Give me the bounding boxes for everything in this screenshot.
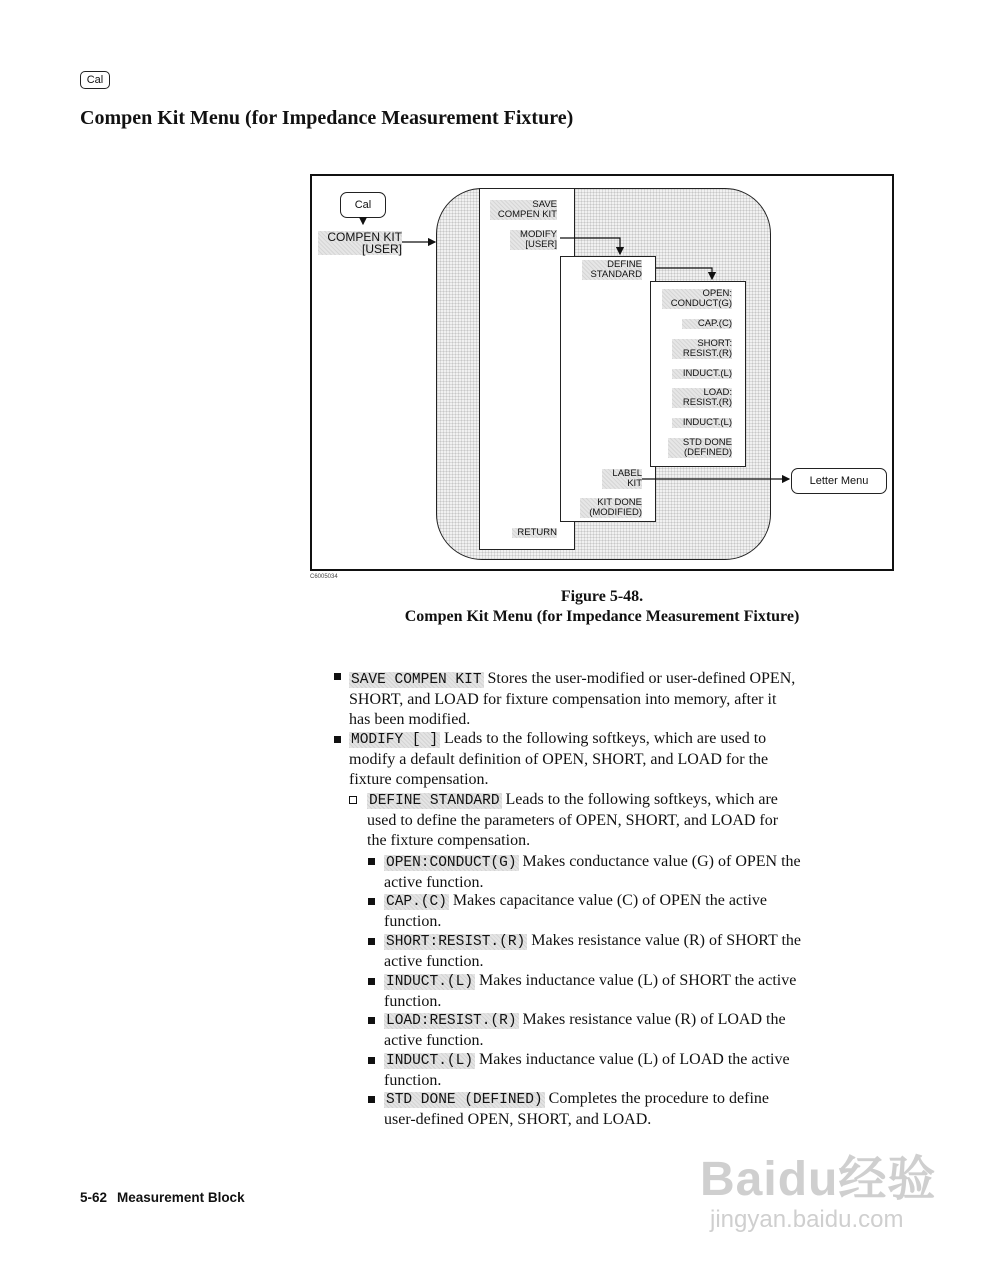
bullet-icon	[368, 1096, 375, 1103]
item-text-cont: the fixture compensation.	[367, 832, 531, 849]
page-number: 5-62	[80, 1190, 108, 1205]
item-load-resist	[384, 1010, 874, 1051]
item-text: Leads to the following softkeys, which are	[505, 791, 778, 808]
item-text-cont: function.	[384, 913, 442, 930]
item-text-cont: SHORT, and LOAD for fixture compensation into memory, after it	[349, 691, 777, 708]
item-text-cont: function.	[384, 993, 442, 1010]
item-text: Makes resistance value (R) of SHORT the	[531, 932, 802, 949]
menu-diagram	[310, 174, 894, 571]
softkey-induct-load: INDUCT.(L)	[672, 418, 732, 428]
softkey-label: SAVE COMPEN KIT	[351, 672, 482, 688]
item-text-cont: used to define the parameters of OPEN, SHORT, and LOAD for	[367, 812, 779, 829]
figure-title: Compen Kit Menu (for Impedance Measurement Fixture)	[404, 608, 800, 625]
softkey-load-resist: LOAD: RESIST.(R)	[672, 388, 732, 408]
item-std-done	[384, 1089, 874, 1130]
item-induct-load	[384, 1050, 874, 1091]
item-text-cont: active function.	[384, 874, 484, 891]
item-induct-short	[384, 971, 874, 1012]
footer-section: Measurement Block	[117, 1190, 245, 1205]
bullet-icon	[368, 898, 375, 905]
softkey-short-resist: SHORT: RESIST.(R)	[672, 339, 732, 359]
bullet-icon	[368, 858, 375, 865]
bullet-icon	[334, 673, 341, 680]
watermark-brand: Baidu经验	[700, 1153, 937, 1206]
softkey-label: OPEN:CONDUCT(G)	[386, 855, 517, 871]
item-text: Makes capacitance value (C) of OPEN the active	[452, 892, 768, 909]
softkey-label: SHORT:RESIST.(R)	[386, 934, 526, 950]
item-define-standard	[367, 790, 867, 851]
baidu-watermark	[700, 1140, 940, 1250]
letter-menu-box: Letter Menu	[791, 468, 887, 494]
softkey-kit-done: KIT DONE (MODIFIED)	[580, 498, 642, 518]
softkey-return: RETURN	[512, 528, 557, 538]
bullet-icon	[368, 1057, 375, 1064]
item-text-cont: user-defined OPEN, SHORT, and LOAD.	[384, 1111, 652, 1128]
item-text: Makes conductance value (G) of OPEN the	[522, 853, 801, 870]
item-text: Leads to the following softkeys, which are used to	[444, 730, 767, 747]
bullet-icon	[368, 1017, 375, 1024]
item-save-compen-kit	[349, 669, 869, 730]
item-text-cont: active function.	[384, 1032, 484, 1049]
bullet-hollow-icon	[349, 796, 357, 804]
item-modify	[349, 729, 869, 790]
softkey-label: INDUCT.(L)	[386, 974, 474, 990]
softkey-label: INDUCT.(L)	[386, 1053, 474, 1069]
softkey-define-standard: DEFINE STANDARD	[582, 260, 642, 280]
diagram-arrows	[312, 176, 896, 573]
figure-caption	[310, 587, 894, 627]
item-text: Completes the procedure to define	[548, 1090, 770, 1107]
softkey-label-kit: LABEL KIT	[602, 469, 642, 489]
item-text-cont: fixture compensation.	[349, 771, 489, 788]
item-text: Makes inductance value (L) of LOAD the active	[479, 1051, 790, 1068]
softkey-label: MODIFY [ ]	[351, 732, 439, 748]
softkey-std-done: STD DONE (DEFINED)	[668, 438, 732, 458]
item-cap	[384, 891, 874, 932]
page-footer	[80, 1190, 245, 1205]
softkey-save-compen-kit: SAVE COMPEN KIT	[490, 200, 557, 220]
bullet-icon	[368, 938, 375, 945]
item-text: Makes resistance value (R) of LOAD the	[522, 1011, 786, 1028]
item-text-cont: active function.	[384, 953, 484, 970]
softkey-label: DEFINE STANDARD	[369, 793, 500, 809]
figure-id-code: C6005034	[310, 574, 338, 580]
cal-key: Cal	[340, 192, 386, 218]
figure-number: Figure 5-48.	[560, 588, 644, 605]
section-title: Compen Kit Menu (for Impedance Measurement Fixture)	[80, 107, 574, 129]
softkey-cap: CAP.(C)	[682, 319, 732, 329]
item-text-cont: function.	[384, 1072, 442, 1089]
softkey-label: LOAD:RESIST.(R)	[386, 1013, 517, 1029]
softkey-open-conduct: OPEN: CONDUCT(G)	[662, 289, 732, 309]
item-text-cont: modify a default definition of OPEN, SHORT, and LOAD for the	[349, 751, 769, 768]
softkey-modify-user: MODIFY [USER]	[510, 230, 557, 250]
compen-kit-softkey: COMPEN KIT [USER]	[318, 231, 402, 255]
item-text: Stores the user-modified or user-defined OPEN,	[487, 670, 796, 687]
softkey-label: STD DONE (DEFINED)	[386, 1092, 543, 1108]
softkey-label: CAP.(C)	[386, 894, 447, 910]
cal-hardkey-icon: Cal	[80, 71, 110, 89]
item-short-resist	[384, 931, 874, 972]
softkey-induct-short: INDUCT.(L)	[672, 369, 732, 379]
item-text: Makes inductance value (L) of SHORT the active	[479, 972, 797, 989]
item-open-conduct	[384, 852, 874, 893]
bullet-icon	[368, 978, 375, 985]
bullet-icon	[334, 736, 341, 743]
watermark-url: jingyan.baidu.com	[710, 1206, 904, 1233]
item-text-cont: has been modified.	[349, 711, 471, 728]
